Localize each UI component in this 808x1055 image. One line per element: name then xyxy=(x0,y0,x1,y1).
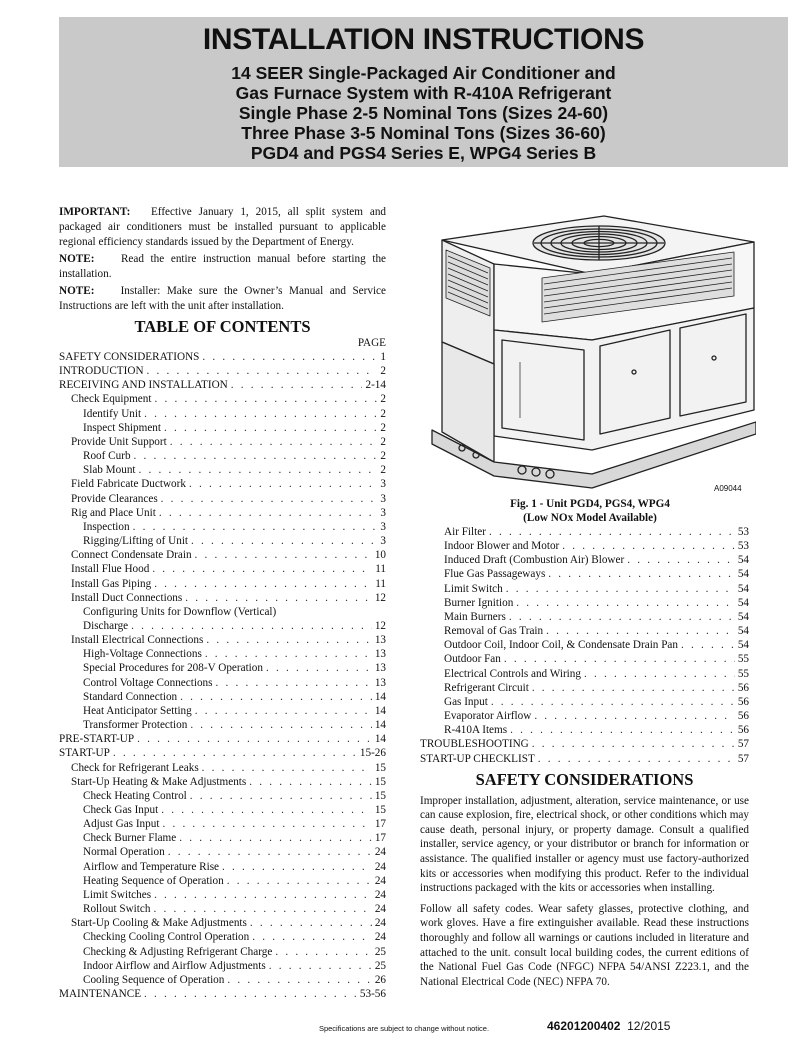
toc-entry xyxy=(59,718,386,732)
toc-entry xyxy=(420,624,749,638)
note-read-manual: NOTE: Read the entire instruction manual before starting the installation. xyxy=(59,253,387,280)
subtitle-line: PGD4 and PGS4 Series E, WPG4 Series B xyxy=(250,143,597,163)
toc-entry-label: Checking Cooling Control Operation xyxy=(83,931,250,944)
toc-entry-label: Roof Curb xyxy=(83,450,131,463)
toc-entry xyxy=(59,916,386,930)
toc-entry xyxy=(59,704,386,718)
toc-entry xyxy=(59,421,386,435)
toc-entry-page: 13 xyxy=(374,676,386,689)
toc-entry-page: 3 xyxy=(380,520,386,533)
toc-entry-label: Start-Up Cooling & Make Adjustments xyxy=(71,917,247,930)
toc-entry-page: 2 xyxy=(380,435,386,448)
toc-entry xyxy=(59,633,386,647)
toc-entry-page: 24 xyxy=(374,874,386,887)
toc-leader-dots xyxy=(154,392,377,406)
toc-entry xyxy=(59,775,386,789)
toc-entry xyxy=(420,652,749,666)
toc-leader-dots xyxy=(144,987,357,1001)
toc-leader-dots xyxy=(164,421,377,435)
footer-doc-number xyxy=(547,1019,670,1033)
title-banner xyxy=(59,17,788,167)
toc-entry-page: 25 xyxy=(374,959,386,972)
toc-leader-dots xyxy=(131,619,372,633)
toc-entry-page: 24 xyxy=(374,888,386,901)
document-title: INSTALLATION INSTRUCTIONS xyxy=(202,23,645,56)
toc-entry-page: 56 xyxy=(737,681,749,694)
toc-leader-dots xyxy=(516,596,735,610)
toc-entry-page: 54 xyxy=(737,554,749,567)
toc-entry xyxy=(59,548,386,562)
toc-entry-page: 13 xyxy=(374,634,386,647)
unit-illustration xyxy=(424,212,756,492)
toc-entry xyxy=(59,902,386,916)
toc-leader-dots xyxy=(562,539,735,553)
toc-leader-dots xyxy=(206,633,371,647)
toc-leader-dots xyxy=(584,667,735,681)
toc-leader-dots xyxy=(532,681,735,695)
toc-leader-dots xyxy=(147,364,378,378)
toc-entry-label: Flue Gas Passageways xyxy=(444,568,546,581)
toc-leader-dots xyxy=(180,690,372,704)
note-label: NOTE xyxy=(59,253,91,265)
toc-entry xyxy=(420,681,749,695)
toc-entry xyxy=(59,845,386,859)
toc-leader-dots xyxy=(162,817,371,831)
toc-entry-label: Inspection xyxy=(83,520,130,533)
toc-entry-page: 3 xyxy=(380,535,386,548)
toc-entry-label: Indoor Blower and Motor xyxy=(444,540,560,553)
toc-entry xyxy=(420,638,749,652)
subtitle-line: Single Phase 2-5 Nominal Tons (Sizes 24-60) xyxy=(238,103,609,123)
toc-leader-dots xyxy=(546,624,735,638)
toc-entry-page: 53-56 xyxy=(359,988,386,1001)
toc-entry-label: Standard Connection xyxy=(83,690,178,703)
toc-entry xyxy=(59,463,386,477)
toc-entry-page: 15 xyxy=(374,775,386,788)
toc-entry xyxy=(59,520,386,534)
figure-id: A09044 xyxy=(714,484,742,493)
toc-entry-page: 3 xyxy=(380,492,386,505)
toc-entry-label: Rollout Switch xyxy=(83,903,151,916)
toc-entry xyxy=(59,506,386,520)
toc-entry-page: 2 xyxy=(380,365,386,378)
toc-leader-dots xyxy=(113,746,357,760)
toc-entry-page: 53 xyxy=(737,540,749,553)
toc-entry-label: R-410A Items xyxy=(444,724,508,737)
toc-entry xyxy=(59,449,386,463)
toc-entry-label: MAINTENANCE xyxy=(59,988,142,1001)
caption-line: (Low NOx Model Available) xyxy=(523,512,657,524)
toc-entry-page: 24 xyxy=(374,917,386,930)
toc-entry-page: 54 xyxy=(737,596,749,609)
toc-entry-page: 2 xyxy=(380,450,386,463)
toc-leader-dots xyxy=(504,652,735,666)
toc-leader-dots xyxy=(227,874,372,888)
toc-entry-page: 24 xyxy=(374,846,386,859)
toc-entry-page: 26 xyxy=(374,973,386,986)
toc-entry xyxy=(59,378,386,392)
toc-entry-label: INTRODUCTION xyxy=(59,365,144,378)
toc-leader-dots xyxy=(170,435,378,449)
toc-leader-dots xyxy=(532,737,735,751)
doc-number: 46201200402 xyxy=(547,1019,621,1033)
toc-leader-dots xyxy=(205,647,372,661)
toc-entry-page: 56 xyxy=(737,695,749,708)
toc-leader-dots xyxy=(215,676,371,690)
toc-entry xyxy=(59,676,386,690)
toc-entry-label: Gas Input xyxy=(444,695,488,708)
toc-entry xyxy=(420,709,749,723)
doc-date: 12/2015 xyxy=(627,1019,671,1033)
toc-entry xyxy=(420,695,749,709)
safety-paragraph: Improper installation, adjustment, alteration, service maintenance, or use can cause explosion, fire, electrical shock, or other conditions which may cause death, personal injury, or property damage. Consult a qualified installer, service agency, or your distributor or branch for information or assistance. The qualified installer or agency must use factory-authorized kits or accessories when modifying this product. Refer to the individual instructions packaged with the kits or accessories when installing. xyxy=(420,794,749,895)
toc-entry-page: 53 xyxy=(737,526,749,538)
toc-entry-label: START-UP xyxy=(59,747,110,760)
toc-entry-label: Limit Switch xyxy=(444,582,503,595)
toc-entry xyxy=(59,874,386,888)
toc-list-left xyxy=(59,350,386,1001)
toc-entry-page: 54 xyxy=(737,582,749,595)
toc-entry-label: Induced Draft (Combustion Air) Blower xyxy=(444,554,625,567)
toc-leader-dots xyxy=(185,591,372,605)
toc-entry-label: Check for Refrigerant Leaks xyxy=(71,761,199,774)
toc-entry-label: Rigging/Lifting of Unit xyxy=(83,535,189,548)
toc-entry-page: 14 xyxy=(374,733,386,746)
note-installer: NOTE: Installer: Make sure the Owner’s Manual and Service Instructions are left with the unit after installation. xyxy=(59,285,386,312)
important-label: IMPORTANT xyxy=(59,206,127,218)
toc-entry-label: Air Filter xyxy=(444,526,486,538)
toc-entry-label: Provide Clearances xyxy=(71,492,158,505)
toc-entry-label: PRE-START-UP xyxy=(59,733,135,746)
toc-entry xyxy=(59,364,386,378)
toc-entry xyxy=(59,477,386,491)
toc-entry-page: 17 xyxy=(374,818,386,831)
toc-entry-label: Airflow and Temperature Rise xyxy=(83,860,220,873)
toc-entry xyxy=(420,596,749,610)
toc-entry-page: 24 xyxy=(374,860,386,873)
toc-entry-label: High-Voltage Connections xyxy=(83,648,202,661)
toc-entry-label: Heating Sequence of Operation xyxy=(83,874,224,887)
toc-entry-label: Outdoor Fan xyxy=(444,653,501,666)
toc-entry-label: Check Burner Flame xyxy=(83,832,177,845)
toc-entry-label: Indoor Airflow and Airflow Adjustments xyxy=(83,959,266,972)
note-text: Read the entire instruction manual before starting the installation. xyxy=(59,253,387,280)
toc-entry xyxy=(59,831,386,845)
toc-entry xyxy=(59,562,386,576)
safety-section xyxy=(420,794,749,990)
toc-leader-dots xyxy=(161,803,372,817)
toc-entry-page: 57 xyxy=(737,752,749,765)
subtitle-line: Three Phase 3-5 Nominal Tons (Sizes 36-60) xyxy=(241,123,606,143)
subtitle-line: 14 SEER Single-Packaged Air Conditioner and xyxy=(231,63,616,83)
toc-entry-label: Adjust Gas Input xyxy=(83,818,160,831)
note-text: Installer: Make sure the Owner’s Manual and Service Instructions are left with the unit after installation. xyxy=(59,285,386,312)
toc-entry xyxy=(420,737,749,751)
toc-entry-page: 15-26 xyxy=(359,747,386,760)
toc-entry-label: START-UP CHECKLIST xyxy=(420,752,535,765)
toc-entry xyxy=(59,350,386,364)
toc-leader-dots xyxy=(275,945,371,959)
toc-entry-label: Special Procedures for 208-V Operation xyxy=(83,662,263,675)
toc-entry-page: 55 xyxy=(737,667,749,680)
left-column xyxy=(59,205,386,1001)
toc-entry-page: 12 xyxy=(374,619,386,632)
toc-leader-dots xyxy=(161,492,378,506)
toc-leader-dots xyxy=(269,959,372,973)
toc-entry xyxy=(59,732,386,746)
toc-entry-page: 3 xyxy=(380,506,386,519)
toc-entry-label: Cooling Sequence of Operation xyxy=(83,973,225,986)
toc-entry xyxy=(59,435,386,449)
toc-entry-page: 14 xyxy=(374,704,386,717)
toc-leader-dots xyxy=(250,916,372,930)
toc-entry-label: TROUBLESHOOTING xyxy=(420,738,529,751)
toc-entry xyxy=(420,610,749,624)
toc-entry xyxy=(420,539,749,553)
toc-entry-page: 2 xyxy=(380,421,386,434)
toc-page-header: PAGE xyxy=(357,337,386,349)
toc-entry-label: Field Fabricate Ductwork xyxy=(71,478,186,491)
toc-entry xyxy=(59,492,386,506)
toc-leader-dots xyxy=(510,723,735,737)
toc-leader-dots xyxy=(153,902,371,916)
toc-entry xyxy=(59,945,386,959)
toc-entry-page: 10 xyxy=(374,549,386,562)
toc-entry-page: 25 xyxy=(374,945,386,958)
toc-entry-label: Outdoor Coil, Indoor Coil, & Condensate Drain Pan xyxy=(444,639,678,652)
toc-entry-label: Heat Anticipator Setting xyxy=(83,704,192,717)
toc-entry-label: Install Gas Piping xyxy=(71,577,152,590)
toc-entry-label: Burner Ignition xyxy=(444,596,514,609)
toc-entry xyxy=(59,746,386,760)
toc-leader-dots xyxy=(159,506,378,520)
toc-leader-dots xyxy=(195,548,372,562)
toc-leader-dots xyxy=(144,407,377,421)
toc-entry-label: SAFETY CONSIDERATIONS xyxy=(59,351,200,363)
toc-entry-label: Install Electrical Connections xyxy=(71,634,204,647)
toc-leader-dots xyxy=(154,888,372,902)
toc-entry-label: Evaporator Airflow xyxy=(444,710,532,723)
toc-entry xyxy=(420,723,749,737)
toc-entry xyxy=(420,567,749,581)
toc-leader-dots xyxy=(134,449,378,463)
toc-entry-page: 57 xyxy=(737,738,749,751)
toc-entry-label: Refrigerant Circuit xyxy=(444,681,529,694)
toc-entry-page: 15 xyxy=(374,804,386,816)
footer-note: Specifications are subject to change without notice. xyxy=(318,1024,490,1033)
toc-entry xyxy=(420,667,749,681)
toc-entry xyxy=(59,930,386,944)
toc-leader-dots xyxy=(202,761,372,775)
toc-entry-page: 1 xyxy=(380,351,386,363)
right-column xyxy=(420,525,749,995)
toc-leader-dots xyxy=(139,463,378,477)
toc-entry-page: 24 xyxy=(374,931,386,944)
toc-entry-page: 54 xyxy=(737,568,749,581)
toc-leader-dots xyxy=(222,860,372,874)
toc-entry-label: Transformer Protection xyxy=(83,719,188,732)
toc-entry-label: Normal Operation xyxy=(83,846,165,859)
toc-entry-label: RECEIVING AND INSTALLATION xyxy=(59,379,228,392)
toc-leader-dots xyxy=(249,775,372,789)
toc-entry-label: Check Equipment xyxy=(71,393,152,406)
toc-entry-page: 2 xyxy=(380,393,386,406)
toc-entry-label: Removal of Gas Train xyxy=(444,625,544,638)
toc-leader-dots xyxy=(506,582,735,596)
toc-entry-page: 14 xyxy=(374,719,386,732)
toc-entry-page: 13 xyxy=(374,648,386,661)
subtitle-line: Gas Furnace System with R-410A Refrigerant xyxy=(235,83,612,103)
toc-entry xyxy=(59,888,386,902)
toc-entry xyxy=(59,987,386,1001)
toc-entry-label: Install Duct Connections xyxy=(71,591,183,604)
toc-leader-dots xyxy=(548,567,735,581)
toc-entry-label: Control Voltage Connections xyxy=(83,676,213,689)
toc-entry xyxy=(59,661,386,675)
toc-entry-page: 12 xyxy=(374,591,386,604)
toc-entry-page: 13 xyxy=(374,662,386,675)
toc-entry-page: 56 xyxy=(737,710,749,723)
toc-leader-dots xyxy=(190,718,372,732)
intro-notes xyxy=(59,205,386,314)
toc-leader-dots xyxy=(191,534,377,548)
toc-leader-dots xyxy=(509,610,735,624)
toc-entry-page: 2 xyxy=(380,407,386,420)
toc-entry-label: Provide Unit Support xyxy=(71,435,167,448)
important-note: IMPORTANT: Effective January 1, 2015, all split system and packaged air conditioners must be installed pursuant to applicable regional efficiency standards issued by the Department of Energy. xyxy=(59,206,387,248)
toc-entry xyxy=(59,534,386,548)
toc-entry-label: Discharge xyxy=(83,619,129,632)
toc-entry-page: 24 xyxy=(374,903,386,916)
toc-entry-label: Slab Mount xyxy=(83,464,136,477)
toc-leader-dots xyxy=(681,638,735,652)
toc-entry-label: Electrical Controls and Wiring xyxy=(444,667,581,680)
toc-entry-label: Configuring Units for Downflow (Vertical) xyxy=(83,605,277,618)
toc-leader-dots xyxy=(152,562,372,576)
toc-entry xyxy=(59,959,386,973)
toc-leader-dots xyxy=(137,732,372,746)
toc-entry-page: 54 xyxy=(737,610,749,623)
toc-entry xyxy=(59,591,386,605)
toc-leader-dots xyxy=(489,525,735,539)
document-subtitle xyxy=(59,63,788,163)
toc-entry xyxy=(59,761,386,775)
safety-heading: SAFETY CONSIDERATIONS xyxy=(475,769,694,789)
toc-entry xyxy=(420,752,749,766)
toc-entry xyxy=(59,860,386,874)
toc-entry-label: Inspect Shipment xyxy=(83,421,161,434)
important-text: Effective January 1, 2015, all split system and packaged air conditioners must be installed pursuant to applicable regional efficiency standards issued by the Department of Energy. xyxy=(59,206,387,248)
toc-entry xyxy=(420,582,749,596)
toc-leader-dots xyxy=(189,477,377,491)
toc-leader-dots xyxy=(534,709,735,723)
caption-line: Fig. 1 - Unit PGD4, PGS4, WPG4 xyxy=(510,498,670,510)
toc-entry-label: Limit Switches xyxy=(83,888,152,901)
toc-leader-dots xyxy=(252,930,372,944)
toc-leader-dots xyxy=(190,789,372,803)
toc-leader-dots xyxy=(266,661,372,675)
toc-entry xyxy=(59,817,386,831)
toc-entry xyxy=(420,553,749,567)
toc-leader-dots xyxy=(133,520,378,534)
toc-entry-page: 54 xyxy=(737,639,749,652)
toc-entry xyxy=(59,392,386,406)
toc-entry xyxy=(59,407,386,421)
toc-entry-label: Start-Up Heating & Make Adjustments xyxy=(71,775,247,788)
figure-caption xyxy=(430,497,750,525)
safety-paragraph: Follow all safety codes. Wear safety glasses, protective clothing, and work gloves. Have a fire extinguisher available. Read these instructions thoroughly and follow all warnings or cautions included in literature and attached to the unit. consult local building codes, the current editions of the National Fuel Gas Code (NFGC) NFPA 54/ANSI Z223.1, and the National Electrical Code (NEC) NFPA 70. xyxy=(420,902,749,988)
toc-entry-page: 15 xyxy=(374,761,386,774)
toc-leader-dots xyxy=(179,831,372,845)
toc-entry xyxy=(59,789,386,803)
toc-entry-page: 2 xyxy=(380,464,386,477)
toc-list-right xyxy=(420,525,749,766)
toc-entry-label: Rig and Place Unit xyxy=(71,506,156,519)
toc-leader-dots xyxy=(627,553,735,567)
toc-entry-label: Connect Condensate Drain xyxy=(71,549,192,562)
toc-entry-page: 56 xyxy=(737,724,749,737)
toc-title: TABLE OF CONTENTS xyxy=(134,317,311,336)
toc-entry-page: 14 xyxy=(374,690,386,703)
toc-leader-dots xyxy=(491,695,735,709)
toc-entry-label: Check Gas Input xyxy=(83,804,159,816)
toc-entry-label: Check Heating Control xyxy=(83,789,187,802)
toc-entry xyxy=(59,619,386,633)
toc-leader-dots xyxy=(227,973,371,987)
toc-leader-dots xyxy=(538,752,735,766)
toc-entry-page: 15 xyxy=(374,789,386,802)
toc-entry-page: 11 xyxy=(375,577,386,590)
toc-entry-page: 17 xyxy=(374,832,386,845)
toc-entry-label: Checking & Adjusting Refrigerant Charge xyxy=(83,945,273,958)
toc-entry-page: 11 xyxy=(375,563,386,576)
toc-entry-page: 54 xyxy=(737,625,749,638)
toc-leader-dots xyxy=(202,350,377,364)
toc-entry-label: Identify Unit xyxy=(83,407,142,420)
toc-entry-page: 55 xyxy=(737,653,749,666)
toc-entry xyxy=(59,605,386,619)
toc-entry xyxy=(59,647,386,661)
toc-leader-dots xyxy=(154,577,372,591)
toc-entry xyxy=(420,525,749,539)
toc-entry xyxy=(59,803,386,817)
toc-entry-page: 3 xyxy=(380,478,386,491)
toc-entry xyxy=(59,690,386,704)
toc-entry-label: Install Flue Hood xyxy=(71,563,150,576)
toc-entry xyxy=(59,577,386,591)
toc-entry-label: Main Burners xyxy=(444,610,506,623)
toc-leader-dots xyxy=(231,378,363,392)
toc-leader-dots xyxy=(195,704,372,718)
note-label: NOTE xyxy=(59,285,91,297)
toc-entry xyxy=(59,973,386,987)
toc-entry-page: 2-14 xyxy=(365,379,386,392)
toc-leader-dots xyxy=(168,845,372,859)
